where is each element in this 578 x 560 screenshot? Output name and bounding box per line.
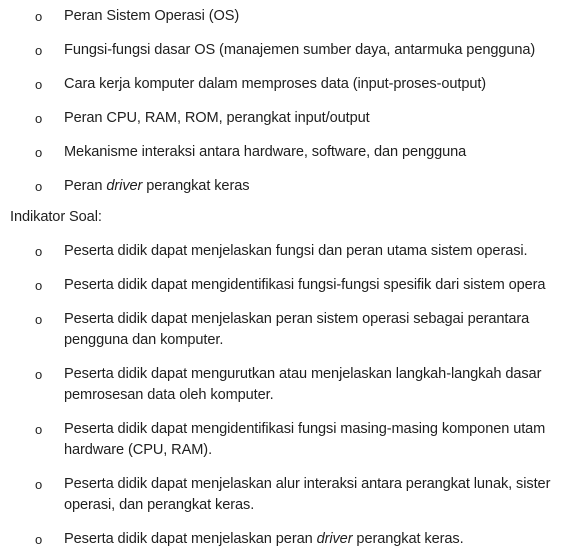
materi-list — [0, 6, 578, 210]
bullet-marker: o — [35, 477, 43, 492]
text-segment: perangkat keras — [142, 178, 250, 194]
text-segment: perangkat keras. — [352, 531, 464, 547]
list-item-text — [64, 529, 578, 550]
bullet-marker: o — [35, 77, 43, 92]
indikator-list — [0, 241, 578, 560]
bullet-marker: o — [35, 43, 43, 58]
bullet-marker: o — [35, 244, 43, 259]
list-item-text: Fungsi-fungsi dasar OS (manajemen sumber daya, antarmuka pengguna) — [64, 42, 536, 58]
list-item-text: Peserta didik dapat mengidentifikasi fungsi masing-masing komponen utam hardware (CPU, RAM). — [64, 421, 546, 458]
bullet-marker: o — [35, 9, 43, 24]
list-item — [0, 419, 578, 461]
bullet-marker: o — [35, 278, 43, 293]
emphasis-text: driver — [316, 531, 353, 547]
text-segment: Peserta didik dapat menjelaskan peran — [64, 531, 317, 547]
list-item-text: Peserta didik dapat mengidentifikasi fungsi-fungsi spesifik dari sistem opera — [64, 277, 546, 293]
list-item — [0, 309, 578, 351]
list-item-text: Peserta didik dapat menjelaskan peran sistem operasi sebagai perantara pengguna dan komputer. — [64, 311, 530, 348]
bullet-marker: o — [35, 145, 43, 160]
list-item — [0, 40, 578, 61]
bullet-marker: o — [35, 532, 43, 547]
text-segment: Peran — [64, 178, 107, 194]
list-item-text: Mekanisme interaksi antara hardware, software, dan pengguna — [64, 144, 467, 160]
bullet-marker: o — [35, 312, 43, 327]
emphasis-text: driver — [106, 178, 143, 194]
bullet-marker: o — [35, 367, 43, 382]
list-item — [0, 108, 578, 129]
list-item-text: Peserta didik dapat menjelaskan fungsi dan peran utama sistem operasi. — [64, 243, 528, 259]
list-item — [0, 176, 578, 197]
list-item-text: Peran Sistem Operasi (OS) — [64, 8, 240, 24]
list-item — [0, 142, 578, 163]
list-item — [0, 241, 578, 262]
list-item — [0, 529, 578, 550]
list-item — [0, 6, 578, 27]
list-item-text: Peran CPU, RAM, ROM, perangkat input/output — [64, 110, 370, 126]
list-item-text: Peserta didik dapat mengurutkan atau menjelaskan langkah-langkah dasar pemrosesan data oleh komputer. — [64, 366, 542, 403]
list-item-text — [64, 176, 578, 197]
list-item — [0, 74, 578, 95]
bullet-marker: o — [35, 422, 43, 437]
list-item — [0, 364, 578, 406]
list-item-text: Peserta didik dapat menjelaskan alur interaksi antara perangkat lunak, sister operasi, dan perangkat keras. — [64, 476, 551, 513]
list-item — [0, 474, 578, 516]
list-item — [0, 275, 578, 296]
bullet-marker: o — [35, 179, 43, 194]
section-heading: Indikator Soal: — [10, 209, 102, 225]
list-item-text: Cara kerja komputer dalam memproses data (input-proses-output) — [64, 76, 487, 92]
bullet-marker: o — [35, 111, 43, 126]
